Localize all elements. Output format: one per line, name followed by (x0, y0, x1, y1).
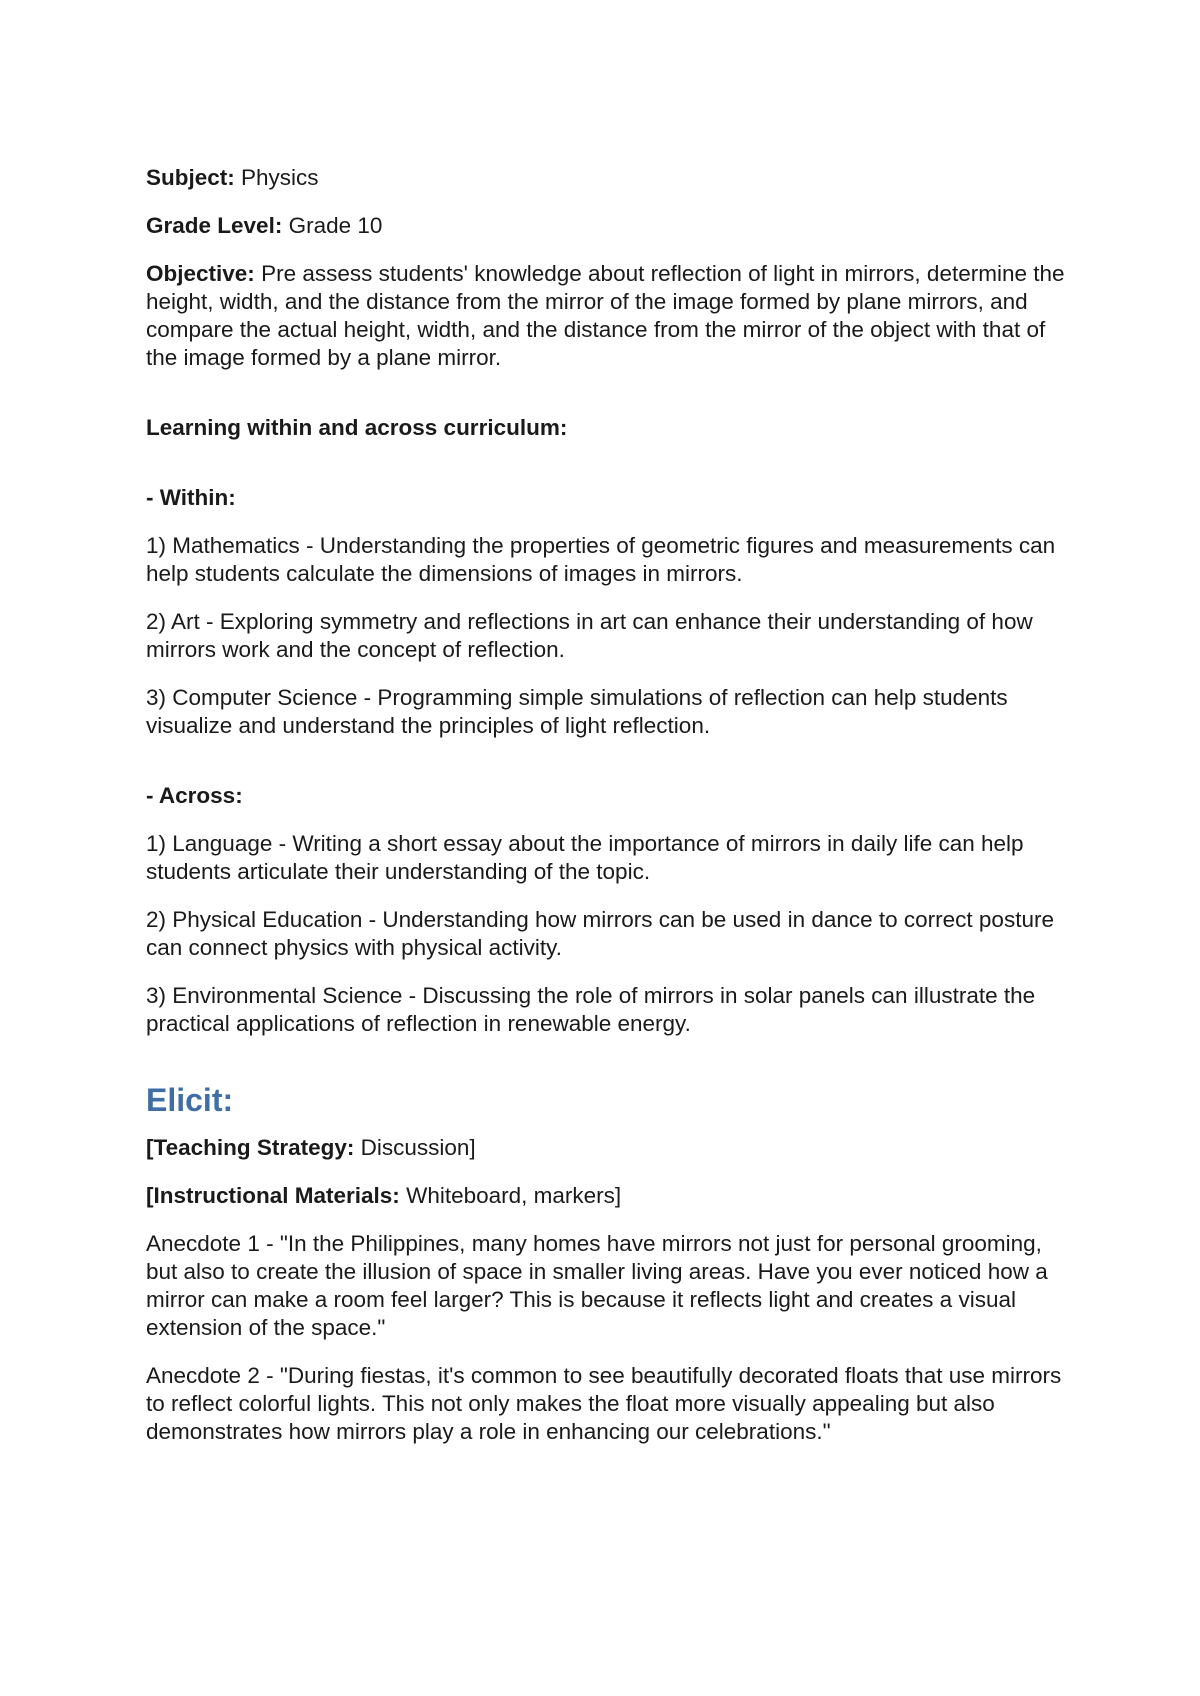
grade-value: Grade 10 (288, 213, 383, 238)
within-item: 2) Art - Exploring symmetry and reflections in art can enhance their understanding of how mirrors work and the concept of reflection. (146, 609, 1033, 662)
grade-line (146, 212, 1066, 240)
grade-label: Grade Level: (146, 213, 283, 238)
across-heading: - Across: (146, 783, 243, 808)
materials-label: Instructional Materials: (153, 1183, 400, 1208)
across-item: 3) Environmental Science - Discussing the role of mirrors in solar panels can illustrate the practical applications of reflection in renewable energy. (146, 983, 1036, 1036)
elicit-heading: Elicit: (146, 1082, 234, 1118)
teaching-strategy-line (146, 1134, 1066, 1162)
curriculum-heading: Learning within and across curriculum: (146, 415, 568, 440)
within-item: 3) Computer Science - Programming simple simulations of reflection can help students visualize and understand the principles of light reflection. (146, 685, 1008, 738)
strategy-label: Teaching Strategy: (153, 1135, 355, 1160)
strategy-bracket: [ (146, 1135, 154, 1160)
across-item: 2) Physical Education - Understanding how mirrors can be used in dance to correct posture can connect physics with physical activity. (146, 907, 1054, 960)
objective-label: Objective: (146, 261, 255, 286)
anecdote-paragraph: Anecdote 1 - "In the Philippines, many homes have mirrors not just for personal grooming, but also to create the illusion of space in smaller living areas. Have you ever noticed how a mirror can make a room feel larger? This is because it reflects light and creates a visual extension of the space." (146, 1231, 1048, 1340)
objective-text: Pre assess students' knowledge about reflection of light in mirrors, determine the height, width, and the distance from the mirror of the image formed by plane mirrors, and compare the actual height, width, and the distance from the mirror of the object with that of the image formed by a plane mirror. (146, 261, 1065, 370)
objective-paragraph (146, 260, 1066, 372)
subject-value: Physics (241, 165, 319, 190)
anecdote-paragraph: Anecdote 2 - "During fiestas, it's common to see beautifully decorated floats that use mirrors to reflect colorful lights. This not only makes the float more visually appealing but also demonstrates how mirrors play a role in enhancing our celebrations." (146, 1363, 1062, 1444)
strategy-value: Discussion] (360, 1135, 476, 1160)
within-heading: - Within: (146, 485, 236, 510)
instructional-materials-line (146, 1182, 1066, 1210)
document-page (146, 164, 1066, 1466)
materials-bracket: [ (146, 1183, 154, 1208)
materials-value: Whiteboard, markers] (406, 1183, 622, 1208)
within-item: 1) Mathematics - Understanding the properties of geometric figures and measurements can help students calculate the dimensions of images in mirrors. (146, 533, 1056, 586)
subject-label: Subject: (146, 165, 235, 190)
subject-line (146, 164, 1066, 192)
across-item: 1) Language - Writing a short essay about the importance of mirrors in daily life can help students articulate their understanding of the topic. (146, 831, 1024, 884)
